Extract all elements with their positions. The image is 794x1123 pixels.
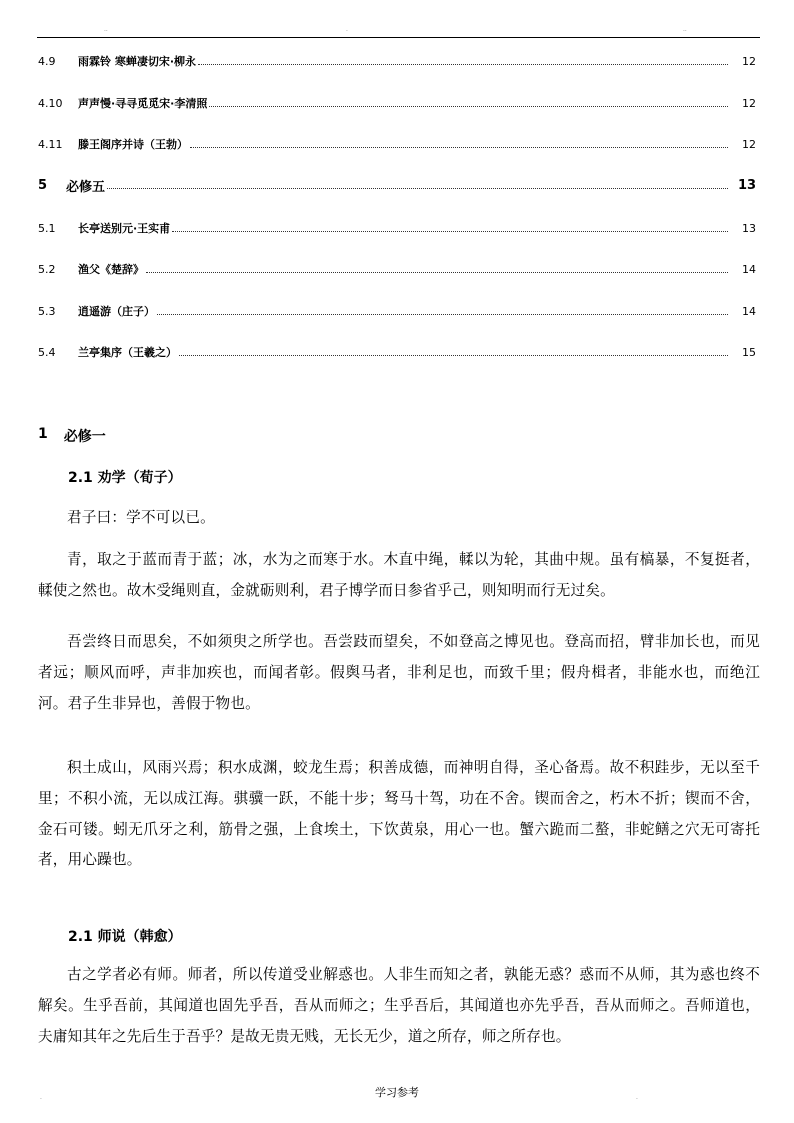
- header-marks: [0, 26, 794, 36]
- quanxue-paragraph-2: 青，取之于蓝而青于蓝；冰，水为之而寒于水。木直中绳，輮以为轮，其曲中规。虽有槁暴，不复挺者，輮使之然也。故木受绳则直，金就砺则利，君子博学而日参省乎己，则知明而行无过矣。: [38, 551, 760, 599]
- header-rule: [37, 37, 760, 38]
- toc-dot-leader: [209, 106, 728, 107]
- toc-entry-number: 4.11: [38, 137, 63, 151]
- shishuo-heading: 2.1 师说（韩愈）: [68, 929, 182, 945]
- toc-entry-title: 长亭送别元·王实甫: [78, 222, 171, 235]
- section-number: 1: [38, 426, 48, 442]
- toc-dot-leader: [107, 188, 728, 189]
- toc-entry-title: 滕王阁序并诗（王勃）: [78, 138, 188, 151]
- footer-mark-right: .: [636, 1094, 638, 1101]
- toc-entry-number: 5.1: [38, 221, 56, 235]
- toc-entry-number: 5.4: [38, 345, 56, 359]
- toc-entry[interactable]: [38, 219, 756, 237]
- toc-entry-page: 13: [738, 177, 757, 193]
- toc-dot-leader: [157, 314, 728, 315]
- toc-entry[interactable]: [38, 94, 756, 112]
- toc-entry-number: 5.3: [38, 304, 56, 318]
- toc-entry-page: 14: [742, 304, 756, 318]
- shishuo-paragraph-1: 古之学者必有师。师者，所以传道受业解惑也。人非生而知之者，孰能无惑？惑而不从师，其为惑也终不解矣。生乎吾前，其闻道也固先乎吾，吾从而师之；生乎吾后，其闻道也亦先乎吾，吾从而师之。吾师道也，夫庸知其年之先后生于吾乎？是故无贵无贱，无长无少，道之所存，师之所存也。: [38, 966, 760, 1045]
- quanxue-paragraph-1: 君子曰：学不可以已。: [67, 509, 215, 526]
- page-footer: 学习参考: [375, 1086, 419, 1099]
- toc-entry[interactable]: [38, 302, 756, 320]
- toc-entry-page: 12: [742, 54, 756, 68]
- toc-dot-leader: [172, 231, 728, 232]
- toc-entry-page: 13: [742, 221, 756, 235]
- header-mark-right: ..: [683, 26, 687, 33]
- section-heading: [38, 426, 106, 446]
- footer-mark-left: .: [40, 1094, 42, 1101]
- toc-entry-title: 必修五: [66, 179, 106, 195]
- toc-entry[interactable]: [38, 52, 756, 70]
- toc-dot-leader: [198, 64, 728, 65]
- toc-dot-leader: [146, 272, 728, 273]
- header-mark-left: ..: [104, 26, 108, 33]
- toc-entry-title: 兰亭集序（王羲之）: [78, 346, 177, 359]
- toc-entry-page: 14: [742, 262, 756, 276]
- quanxue-paragraph-4: 积土成山，风雨兴焉；积水成渊，蛟龙生焉；积善成德，而神明自得，圣心备焉。故不积跬步，无以至千里；不积小流，无以成江海。骐骥一跃，不能十步；驽马十驾，功在不舍。锲而舍之，朽木不折；锲而不舍，金石可镂。蚓无爪牙之利，筋骨之强，上食埃土，下饮黄泉，用心一也。蟹六跪而二螯，非蛇鳝之穴无可寄托者，用心躁也。: [38, 759, 760, 869]
- quanxue-heading: 2.1 劝学（荀子）: [68, 470, 182, 486]
- toc-entry-page: 12: [742, 96, 756, 110]
- toc-entry-number: 5.2: [38, 262, 56, 276]
- toc-dot-leader: [190, 147, 728, 148]
- toc-entry-page: 15: [742, 345, 756, 359]
- toc-entry-title: 声声慢·寻寻觅觅宋·李清照: [78, 97, 208, 110]
- quanxue-paragraph-3: 吾尝终日而思矣，不如须臾之所学也。吾尝跂而望矣，不如登高之博见也。登高而招，臂非加长也，而见者远；顺风而呼，声非加疾也，而闻者彰。假舆马者，非利足也，而致千里；假舟楫者，非能水也，而绝江河。君子生非异也，善假于物也。: [38, 633, 760, 712]
- toc-entry-number: 5: [38, 177, 48, 193]
- toc-entry[interactable]: [38, 176, 756, 194]
- toc-entry[interactable]: [38, 343, 756, 361]
- toc-entry[interactable]: [38, 135, 756, 153]
- toc-entry-title: 渔父《楚辞》: [78, 263, 144, 276]
- header-mark-center: .: [346, 26, 348, 33]
- toc-entry-number: 4.10: [38, 96, 63, 110]
- toc-entry[interactable]: [38, 260, 756, 278]
- toc-dot-leader: [179, 355, 728, 356]
- toc-entry-number: 4.9: [38, 54, 56, 68]
- toc-entry-page: 12: [742, 137, 756, 151]
- toc-entry-title: 雨霖铃 寒蝉凄切宋·柳永: [78, 55, 197, 68]
- toc-entry-title: 逍遥游（庄子）: [78, 305, 155, 318]
- section-title: 必修一: [63, 429, 106, 445]
